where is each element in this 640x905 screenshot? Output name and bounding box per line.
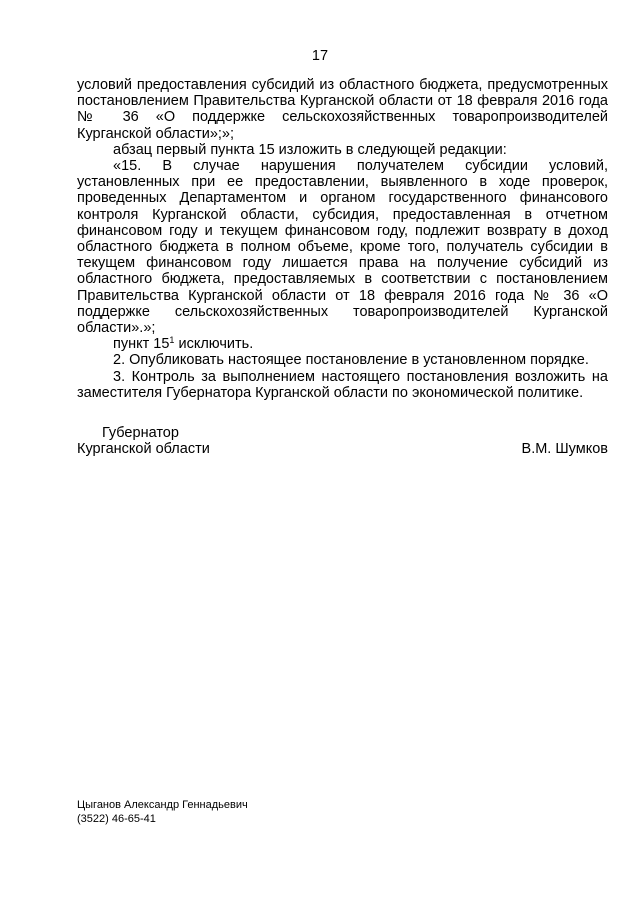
numbered-item-2: 2. Опубликовать настоящее постановление в установленном порядке. (113, 352, 589, 369)
document-body (77, 77, 608, 401)
paragraph-item-15-text: «15. В случае нарушения получателем субсидии условий, установленных при ее предоставлении, выявленного в ходе проверок, проведенных Департаментом и органом государственного финансового контроля Курганской области, субсидия, предоставленная в отчетном финансовом году и текущем финансовом году, подлежит возврату в доход областного бюджета в полном объеме, кроме того, получатель субсидии в текущем финансовом году лишается права на получение субсидий из областного бюджета, предоставляемых в соответствии с постановлением Правительства Курганской области от 18 февраля 2016 года № 36 «О поддержке сельскохозяйственных товаропроизводителей Курганской области».»; (77, 158, 608, 337)
executor-info (77, 798, 248, 826)
item-15-1-prefix: пункт 15 (113, 336, 170, 353)
signature-position-region: Курганской области (77, 441, 210, 458)
executor-name: Цыганов Александр Геннадьевич (77, 799, 248, 811)
executor-phone: (3522) 46-65-41 (77, 813, 156, 825)
page-number: 17 (311, 48, 329, 64)
paragraph-continuation: условий предоставления субсидий из областного бюджета, предусмотренных постановлением Правительства Курганской области от 18 февраля 2016 года № 36 «О поддержке сельскохозяйственных товаропроизводителей Курганской области»;»; (77, 77, 608, 142)
signature-position-title: Губернатор (102, 425, 179, 441)
paragraph-item-15-1-exclude (77, 336, 608, 352)
signature-name: В.М. Шумков (521, 441, 608, 457)
item-15-1-suffix: исключить. (174, 336, 254, 353)
paragraph-amend-15-intro: абзац первый пункта 15 изложить в следующей редакции: (113, 141, 507, 158)
signature-position (77, 425, 210, 457)
item-15-1-superscript: 1 (169, 335, 175, 346)
numbered-item-3: 3. Контроль за выполнением настоящего постановления возложить на заместителя Губернатора Курганской области по экономической политике. (77, 368, 608, 401)
